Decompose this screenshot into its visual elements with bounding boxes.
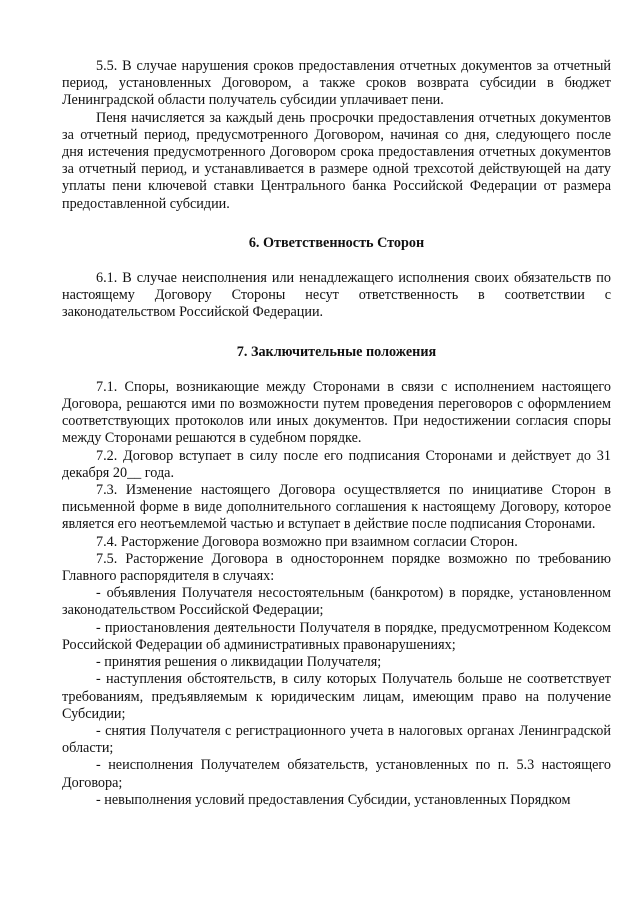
clause-7-5: 7.5. Расторжение Договора в одностороннем порядке возможно по требованию Главного распорядителя в случаях: — [62, 550, 611, 585]
case-item: - неисполнения Получателем обязательств, установленных по п. 5.3 настоящего Договора; — [62, 757, 611, 791]
case-item: - наступления обстоятельств, в силу которых Получатель больше не соответствует требованиям, предъявляемым к юридическим лицам, имеющим право на получение Субсидии; — [62, 671, 611, 722]
clause-7-2: 7.2. Договор вступает в силу после его подписания Сторонами и действует до 31 декабря 20__ года. — [62, 447, 611, 481]
section-6-title: 6. Ответственность Сторон — [248, 234, 425, 251]
case-item: - приостановления деятельности Получателя в порядке, предусмотренном Кодексом Российской Федерации об административных правонарушениях; — [62, 619, 611, 653]
clause-7-4: 7.4. Расторжение Договора возможно при взаимном согласии Сторон. — [96, 533, 518, 550]
section-7-title: 7. Заключительные положения — [236, 343, 437, 360]
document-page — [62, 58, 611, 809]
clause-7-1: 7.1. Споры, возникающие между Сторонами в связи с исполнением настоящего Договора, решаются ими по возможности путем проведения переговоров с оформлением соответствующих протоколов или иных документов. При недостижении согласия споры между Сторонами решаются в судебном порядке. — [62, 378, 611, 447]
clause-5-5: 5.5. В случае нарушения сроков предоставления отчетных документов за отчетный период, установленных Договором, а также сроков возврата субсидии в бюджет Ленинградской области получатель субсидии уплачивает пени. — [62, 58, 611, 109]
case-item: - невыполнения условий предоставления Субсидии, установленных Порядком — [96, 791, 571, 808]
penalty-paragraph: Пеня начисляется за каждый день просрочки предоставления отчетных документов за отчетный период, предусмотренного Договором, начиная со дня, следующего после дня истечения предусмотренного Договором срока предоставления отчетных документов за отчетный период, и устанавливается в размере одной трехсотой действующей на дату уплаты пени ключевой ставки Центрального банка Российской Федерации от размера предоставленной субсидии. — [62, 109, 611, 212]
clause-6-1: 6.1. В случае неисполнения или ненадлежащего исполнения своих обязательств по настоящему Договору Стороны несут ответственность в соответствии с законодательством Российской Федерации. — [62, 270, 611, 321]
case-item: - снятия Получателя с регистрационного учета в налоговых органах Ленинградской области; — [62, 722, 611, 757]
case-item: - объявления Получателя несостоятельным (банкротом) в порядке, установленном законодательством Российской Федерации; — [62, 585, 611, 619]
clause-7-3: 7.3. Изменение настоящего Договора осуществляется по инициативе Сторон в письменной форме в виде дополнительного соглашения к настоящему Договору, которое является его неотъемлемой частью и вступает в действие после подписания Сторонами. — [62, 482, 611, 533]
case-item: - принятия решения о ликвидации Получателя; — [96, 654, 382, 671]
